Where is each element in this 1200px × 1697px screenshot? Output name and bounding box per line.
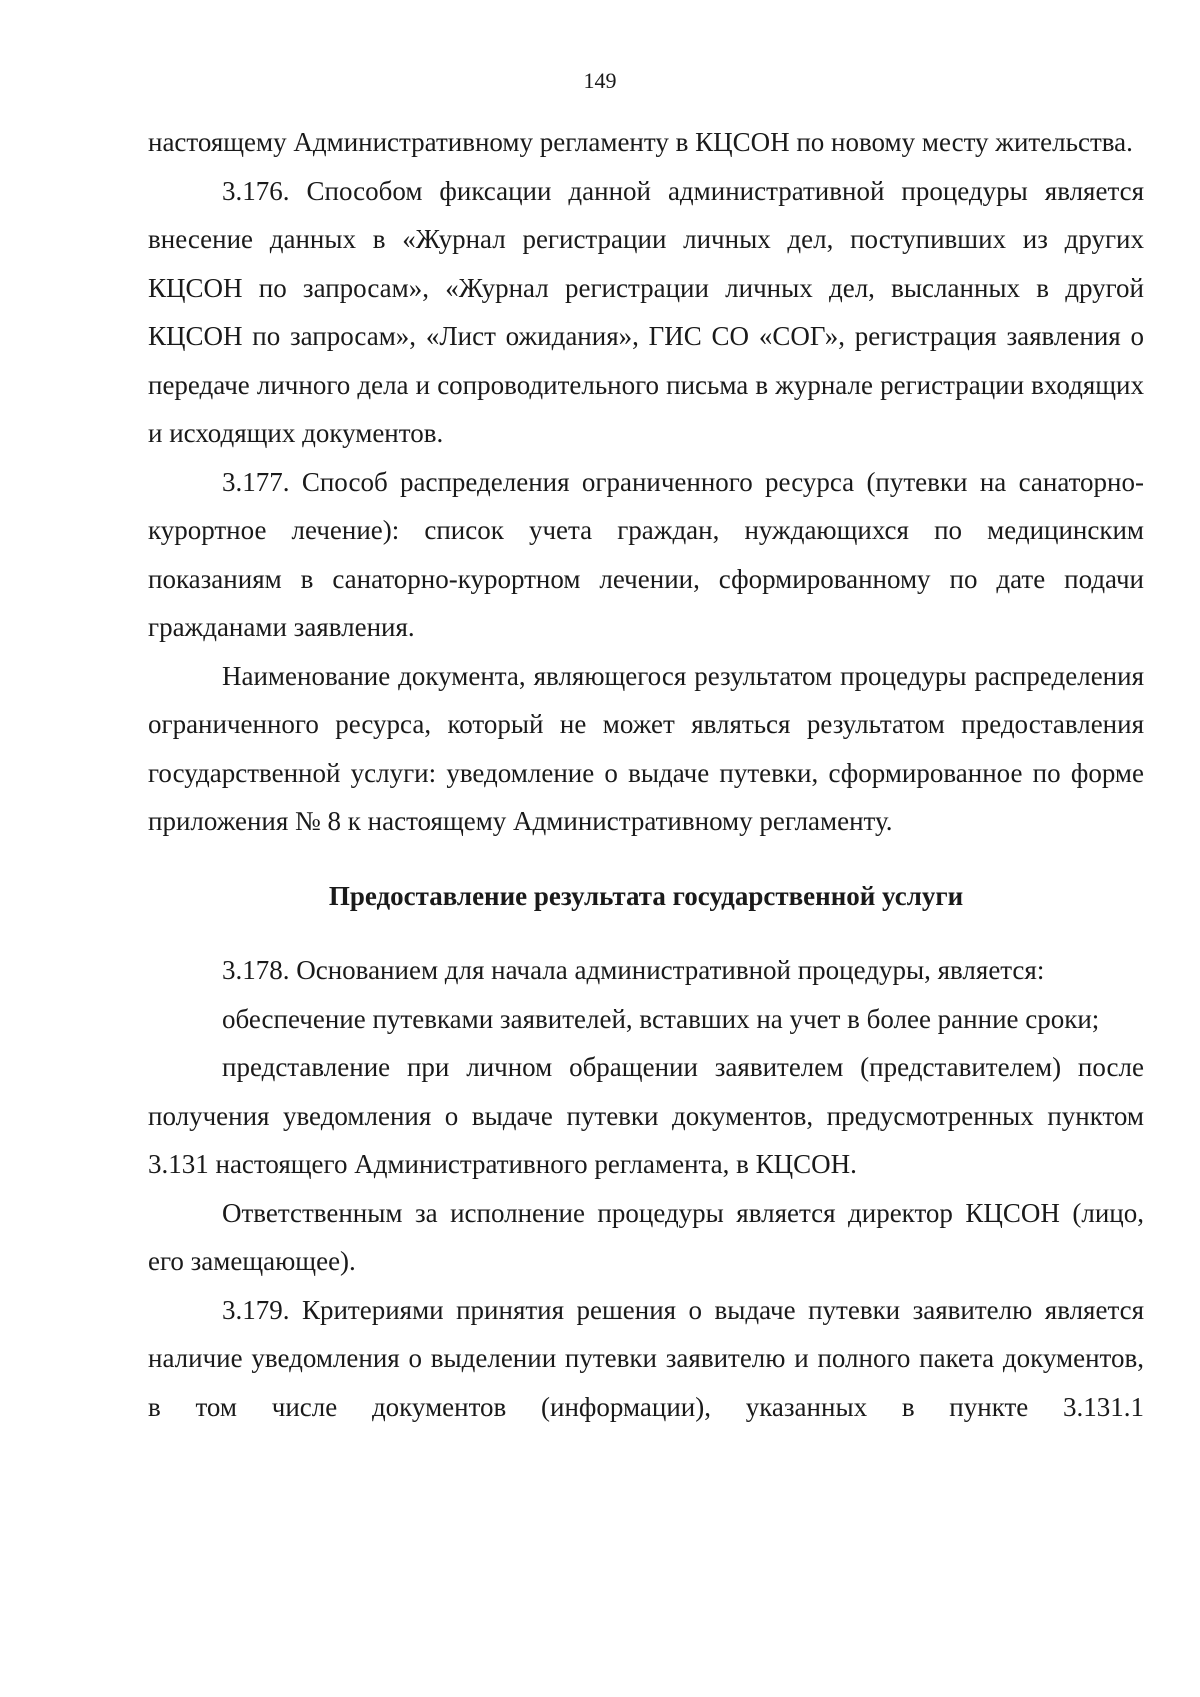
paragraph-document-name: Наименование документа, являющегося результатом процедуры распределения ограниченного ресурса, который не может являться результатом предоставления государственной услуги: уведомление о выдаче путевки, сформированное по форме приложения № 8 к настоящему Административному регламенту. <box>148 660 1144 836</box>
paragraph-list-item-1: обеспечение путевками заявителей, вставших на учет в более ранние сроки; <box>222 1003 1100 1034</box>
paragraph-continuation: настоящему Административному регламенту в КЦСОН по новому месту жительства. <box>148 127 1133 157</box>
paragraph-3-179: 3.179. Критериями принятия решения о выдаче путевки заявителю является наличие уведомления о выделении путевки заявителю и полного пакета документов, в том числе документов (информации), указанных в пункте 3.131.1 <box>148 1294 1144 1422</box>
paragraph-3-178: 3.178. Основанием для начала административной процедуры, является: <box>222 955 1045 985</box>
page-number: 149 <box>583 68 617 93</box>
paragraph-list-item-2: представление при личном обращении заявителем (представителем) после получения уведомления о выдаче путевки документов, предусмотренных пунктом 3.131 настоящего Административного регламента, в КЦСОН. <box>148 1052 1144 1179</box>
paragraph-3-177: 3.177. Способ распределения ограниченного ресурса (путевки на санаторно-курортное лечение): список учета граждан, нуждающихся по медицинским показаниям в санаторно-курортном лечении, сформированному по дате подачи гражданами заявления. <box>148 466 1144 642</box>
paragraph-responsible: Ответственным за исполнение процедуры является директор КЦСОН (лицо, его замещающее). <box>148 1197 1144 1276</box>
paragraph-3-176: 3.176. Способом фиксации данной административной процедуры является внесение данных в «Журнал регистрации личных дел, поступивших из других КЦСОН по запросам», «Журнал регистрации личных дел, высланных в другой КЦСОН по запросам», «Лист ожидания», ГИС СО «СОГ», регистрация заявления о передаче личного дела и сопроводительного письма в журнале регистрации входящих и исходящих документов. <box>148 175 1144 448</box>
document-body <box>148 118 1144 1431</box>
section-heading: Предоставление результата государственной услуги <box>328 880 964 911</box>
